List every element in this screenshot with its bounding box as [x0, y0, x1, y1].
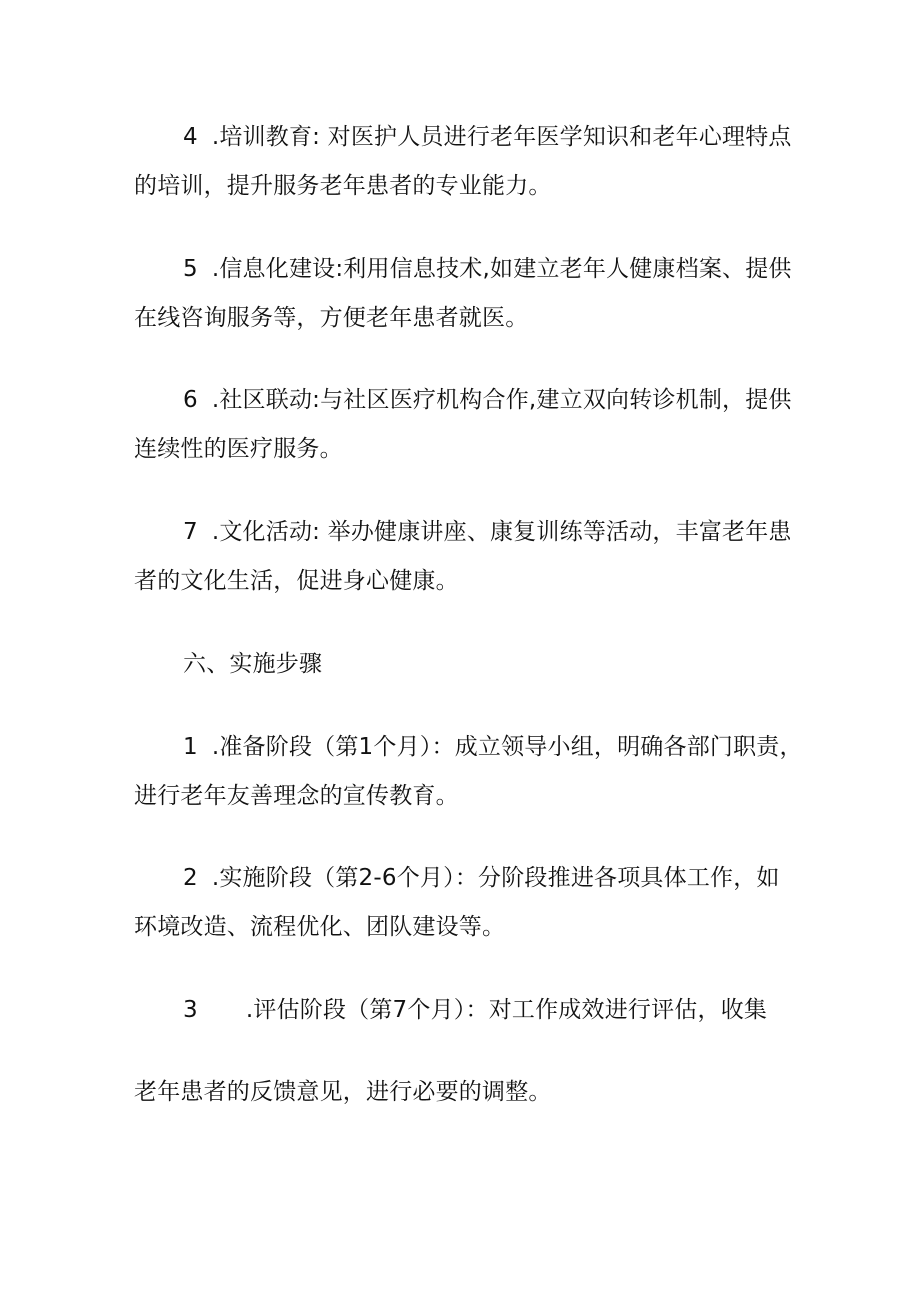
- item-text: .培训教育: 对医护人员进行老年医学知识和老年心理特点: [211, 124, 792, 150]
- item-6-line-2: 连续性的医疗服务。: [134, 436, 343, 462]
- step-1-line-2: 进行老年友善理念的宣传教育。: [134, 783, 459, 809]
- step-2-line-2: 环境改造、流程优化、团队建设等。: [134, 914, 506, 940]
- item-4-line-2: 的培训，提升服务老年患者的专业能力。: [134, 173, 552, 199]
- step-2-line-1: [183, 863, 780, 893]
- step-number: 3: [183, 997, 198, 1023]
- item-number: 7: [183, 519, 198, 545]
- step-3-line-2: 老年患者的反馈意见，进行必要的调整。: [134, 1079, 552, 1105]
- item-6-line-1: [183, 385, 792, 415]
- step-text: .评估阶段（第7个月）：对工作成效进行评估，收集: [245, 997, 768, 1023]
- item-4-line-1: [183, 122, 792, 152]
- item-text: .文化活动: 举办健康讲座、康复训练等活动，丰富老年患: [211, 519, 792, 545]
- step-number: 2: [183, 865, 198, 891]
- step-text: .准备阶段（第1个月）：成立领导小组，明确各部门职责，: [211, 734, 803, 760]
- item-7-line-1: [183, 517, 792, 547]
- item-text: .社区联动:与社区医疗机构合作,建立双向转诊机制，提供: [211, 387, 792, 413]
- step-1-line-1: [183, 732, 803, 762]
- section-heading: 六、实施步骤: [183, 651, 323, 677]
- item-5-line-2: 在线咨询服务等，方便老年患者就医。: [134, 305, 529, 331]
- item-5-line-1: [183, 254, 792, 284]
- step-3-line-1: [183, 995, 767, 1025]
- item-number: 6: [183, 387, 198, 413]
- item-text: .信息化建设:利用信息技术,如建立老年人健康档案、提供: [211, 256, 792, 282]
- item-7-line-2: 者的文化生活，促进身心健康。: [134, 568, 459, 594]
- item-number: 4: [183, 124, 198, 150]
- step-number: 1: [183, 734, 198, 760]
- step-text: .实施阶段（第2-6个月）：分阶段推进各项具体工作，如: [211, 865, 780, 891]
- item-number: 5: [183, 256, 198, 282]
